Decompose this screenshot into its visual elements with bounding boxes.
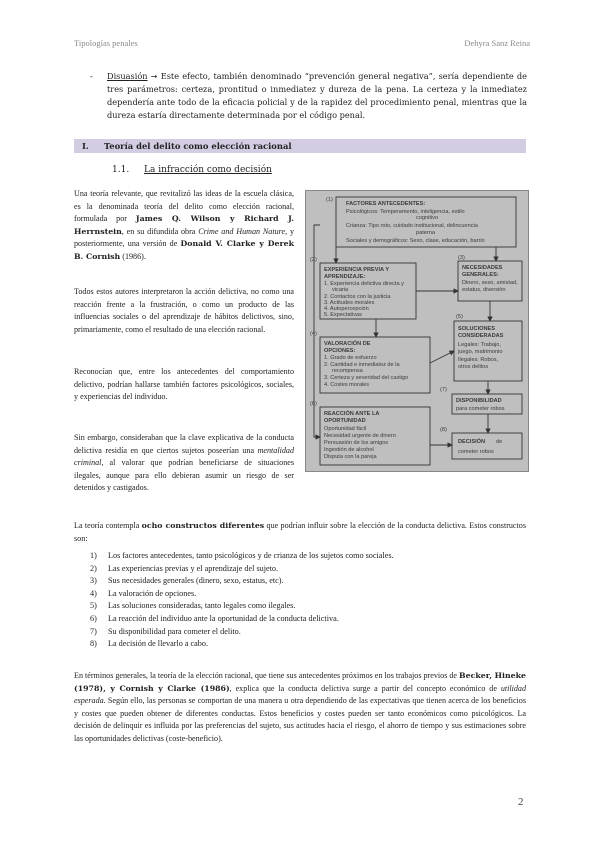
svg-text:(8): (8) (440, 427, 447, 433)
expected-utility: utilidad esperada (74, 683, 526, 706)
svg-text:para cometer robos: para cometer robos (456, 406, 505, 412)
list-item: 4) La valoración de opciones. (90, 588, 197, 598)
paragraph-2: Todos estos autores interpretaron la acción delictiva, no como una reacción frente a la frustración, o como un producto de las influencias sociales o del aprendizaje de hábitos delictivos, sino, primariamente, como el resultado de una elección racional. (74, 287, 294, 334)
svg-text:2. Contactos con la justicia: 2. Contactos con la justicia (324, 294, 391, 300)
page-number: 2 (518, 796, 524, 808)
list-item: 3) Sus necesidades generales (dinero, sexo, estatus, etc). (90, 576, 284, 586)
svg-text:1. Grado de esfuerzo: 1. Grado de esfuerzo (324, 355, 377, 361)
svg-text:Crianza: Tipo roto, cuidado in: Crianza: Tipo roto, cuidado institucional, delincuencia (346, 223, 478, 229)
list-item: 5) Las soluciones consideradas, tanto legales como ilegales. (90, 601, 296, 611)
svg-text:REACCIÓN ANTE LA: REACCIÓN ANTE LA (324, 411, 380, 417)
svg-text:Psicológicos: Temperamento, in: Psicológicos: Temperamento, inteligencia, estilo (346, 209, 465, 215)
svg-text:NECESIDADES: NECESIDADES (462, 265, 503, 271)
list-item: 6) La reacción del individuo ante la oportunidad de la conducta delictiva. (90, 613, 339, 623)
bullet-marker: - (90, 71, 93, 81)
book-title: Crime and Human Nature (198, 226, 286, 236)
box-decision (452, 433, 522, 459)
svg-text:5. Expectativas: 5. Expectativas (324, 312, 362, 318)
svg-text:GENERALES:: GENERALES: (462, 272, 499, 278)
subsection-title: La infracción como decisión (144, 165, 272, 175)
svg-text:cognitivo: cognitivo (416, 215, 439, 221)
svg-text:Legales: Trabajo,: Legales: Trabajo, (458, 342, 501, 348)
section-heading (74, 139, 526, 153)
svg-text:(7): (7) (440, 387, 447, 393)
svg-text:SOLUCIONES: SOLUCIONES (458, 326, 495, 332)
constructs-list (90, 550, 530, 651)
authors-1: James Q. Wilson y Richard J. Herrnstein (74, 214, 294, 236)
svg-text:(3): (3) (458, 255, 465, 261)
list-item: 8) La decisión de llevarlo a cabo. (90, 639, 209, 649)
subsection-number: 1.1. (112, 165, 130, 175)
eight-constructs: ocho constructos diferentes (141, 521, 265, 530)
svg-text:Necesidad urgente de dinero: Necesidad urgente de dinero (324, 433, 396, 439)
svg-text:Ingestión de alcohol: Ingestión de alcohol (324, 447, 374, 453)
svg-text:(5): (5) (456, 314, 463, 320)
svg-text:recompensa: recompensa (332, 368, 363, 374)
bullet-paragraph (107, 70, 527, 122)
svg-text:Ilegales: Robos,: Ilegales: Robos, (458, 357, 499, 363)
svg-text:juego, matrimonio: juego, matrimonio (458, 349, 503, 355)
list-item: 2) Las experiencias previas y el aprendizaje del sujeto. (90, 563, 279, 573)
arrow-icon: ➞ (150, 71, 158, 81)
svg-text:de: de (496, 439, 503, 445)
bullet-body: Este efecto, también denominado “prevención general negativa”, sería dependiente de tres parámetros: certeza, prontitud o inmediatez y dureza de la pena. La certeza y la inmediatez dependería ante todo de la eficacia policial y de la rapidez del procedimiento penal, mientras que la dureza estaría directamente determinada por el código penal. (107, 71, 527, 120)
svg-text:3. Actitudes morales: 3. Actitudes morales (324, 300, 375, 306)
svg-text:Oportunidad fácil: Oportunidad fácil (324, 426, 367, 432)
svg-text:1. Experiencia delictiva direc: 1. Experiencia delictiva directa y (324, 281, 404, 287)
svg-text:OPCIONES:: OPCIONES: (324, 348, 356, 354)
svg-text:EXPERIENCIA PREVIA Y: EXPERIENCIA PREVIA Y (324, 267, 390, 273)
svg-text:4. Costes morales: 4. Costes morales (324, 382, 370, 388)
svg-text:OPORTUNIDAD: OPORTUNIDAD (324, 418, 366, 424)
svg-text:CONSIDERADAS: CONSIDERADAS (458, 333, 504, 339)
rational-choice-diagram (305, 190, 529, 472)
header-left: Tipologías penales (74, 38, 138, 48)
svg-text:VALORACIÓN DE: VALORACIÓN DE (324, 341, 371, 347)
svg-text:paterna: paterna (416, 230, 435, 236)
paragraph-5: La teoría contempla ocho constructos diferentes que podrían influir sobre la elección de la conducta delictiva. Estos constructos son: (74, 521, 526, 543)
paragraph-1: Una teoría relevante, que revitalizó las ideas de la escuela clásica, es la denominada teoría del delito como elección racional, formulada por James Q. Wilson y Richard J. Herrnstein, en su difundida obra Crime and Human Nature, y posteriormente, una versión de Donald V. Clarke y Derek B. Cornish (1986). (74, 189, 294, 261)
authors-2: Donald V. Clarke y Derek B. Cornish (74, 239, 294, 261)
svg-text:2. Cantidad e inmediatez de la: 2. Cantidad e inmediatez de la (324, 362, 400, 368)
svg-text:DECISIÓN: DECISIÓN (458, 439, 486, 445)
svg-text:vicaria: vicaria (332, 287, 349, 293)
d-b1-num: (1) (326, 197, 333, 203)
svg-text:estatus, diversión: estatus, diversión (462, 287, 506, 293)
authors-3: Becker, Hineke (1978), y Cornish y Clarke (1986) (74, 671, 526, 693)
svg-text:(2): (2) (310, 257, 317, 263)
section-number: I. (82, 141, 89, 151)
svg-text:cometer robos: cometer robos (458, 449, 494, 455)
svg-text:Disputa con la pareja: Disputa con la pareja (324, 454, 377, 460)
paragraph-4: Sin embargo, consideraban que la clave explicativa de la conducta delictiva residía en que ciertos sujetos poseerían una mentalidad criminal, al valorar que podrían beneficiarse de situaciones ilegales, aunque para ello debieran asumir un riesgo de ser detenidos y castigados. (74, 433, 294, 493)
svg-text:otros delitos: otros delitos (458, 364, 489, 370)
list-item: 1) Los factores antecedentes, tanto psicológicos y de crianza de los sujetos como sociales. (90, 551, 394, 560)
paragraph-3: Reconocían que, entre los antecedentes del comportamiento delictivo, podrían hallarse también factores psicológicos, sociales, y experiencias del individuo. (74, 367, 294, 402)
svg-text:DISPONIBILIDAD: DISPONIBILIDAD (456, 398, 502, 404)
svg-text:Persuasión de los amigos: Persuasión de los amigos (324, 440, 389, 446)
svg-text:Sociales y demográficos: Sexo,: Sociales y demográficos: Sexo, clase, educación, barrio (346, 238, 485, 244)
paragraph-6: En términos generales, la teoría de la elección racional, que tiene sus antecedentes próximos en los trabajos previos de Becker, Hineke (1978), y Cornish y Clarke (1986), explica que la conducta delictiva surge a partir del concepto económico de utilidad esperada. Según ello, las personas se comportan de una manera u otra dependiendo de las expectativas que tienen acerca de los beneficios y costes que pueden obtener de diferentes conductas. Estos beneficios y costes pueden ser tanto económicos como psicológicos. La decisión de delinquir es influida por las preferencias del sujeto, sus actitudes hacia el riesgo, el ahorro de tiempo y sus estimaciones sobre las oportunidades delictivas (coste-beneficio). (74, 671, 526, 743)
criminal-mentality: mentalidad criminal (74, 445, 294, 468)
bullet-term: Disuasión (107, 71, 148, 81)
list-item: 7) Su disponibilidad para cometer el delito. (90, 626, 241, 636)
header-right: Dehyra Sanz Reina (464, 38, 530, 48)
section-title: Teoría del delito como elección racional (104, 141, 292, 151)
svg-text:(6): (6) (310, 401, 317, 407)
svg-text:Dinero, sexo, amistad,: Dinero, sexo, amistad, (462, 280, 518, 286)
svg-text:FACTORES ANTECEDENTES:: FACTORES ANTECEDENTES: (346, 201, 426, 207)
svg-text:3. Certeza y severidad del cas: 3. Certeza y severidad del castigo (324, 375, 409, 381)
svg-text:4. Autopercepción: 4. Autopercepción (324, 306, 369, 312)
svg-text:APRENDIZAJE:: APRENDIZAJE: (324, 274, 366, 280)
svg-text:(4): (4) (310, 331, 317, 337)
